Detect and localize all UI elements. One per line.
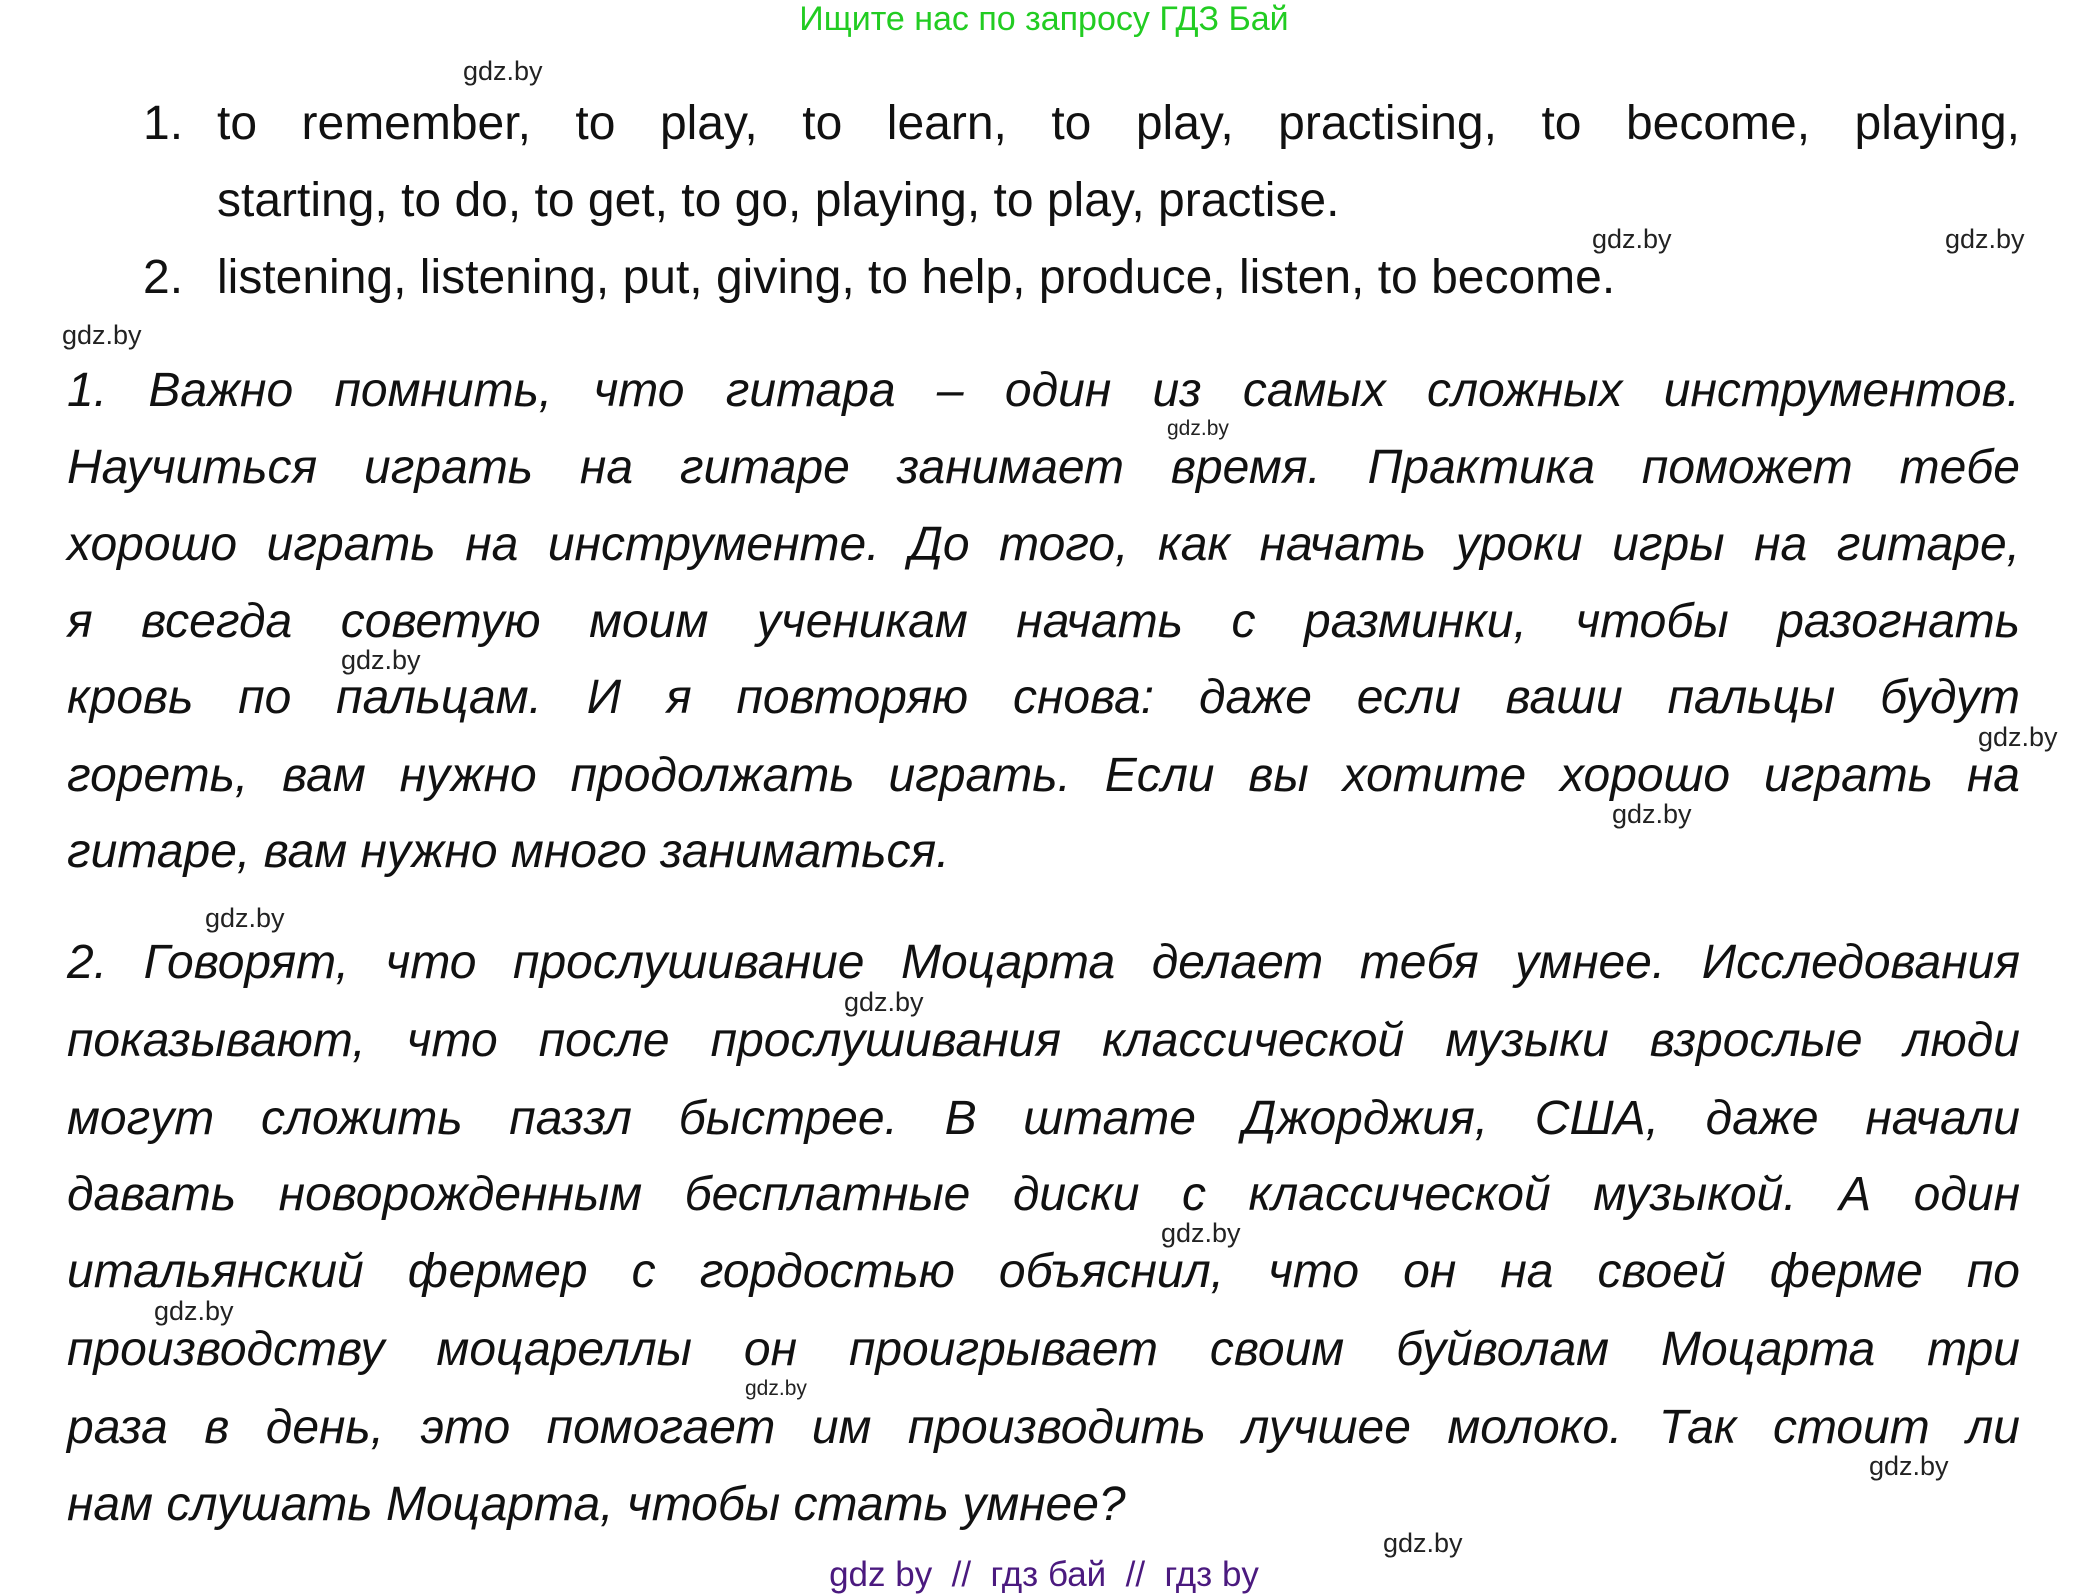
translation-line: я всегда советую моим ученикам начать с разминки, чтобы разогнать [67, 595, 2020, 648]
translation-line: могут сложить паззл быстрее. В штате Джорджия, США, даже начали [67, 1092, 2020, 1145]
translation-line: Научиться играть на гитаре занимает время. Практика поможет тебе [67, 441, 2020, 494]
watermark: gdz.by [1161, 1218, 1241, 1248]
watermark: gdz.by [463, 56, 543, 86]
watermark: gdz.by [1612, 799, 1692, 829]
watermark: gdz.by [154, 1296, 234, 1326]
translation-line: производству моцареллы он проигрывает своим буйволам Моцарта три [67, 1323, 2020, 1376]
translation-line: итальянский фермер с гордостью объяснил, что он на своей ферме по [67, 1245, 2020, 1298]
watermark: gdz.by [844, 987, 924, 1017]
answer-number: 2. [143, 251, 184, 304]
answer-line: to remember, to play, to learn, to play, practising, to become, playing, [217, 97, 2020, 150]
translation-line: гитаре, вам нужно много заниматься. [67, 825, 950, 878]
watermark: gdz.by [62, 320, 142, 350]
footer-links: gdz by // гдз бай // гдз by [829, 1555, 1259, 1594]
translation-line: показывают, что после прослушивания классической музыки взрослые люди [67, 1014, 2020, 1067]
answer-line: listening, listening, put, giving, to help, produce, listen, to become. [217, 251, 1616, 304]
search-banner: Ищите нас по запросу ГДЗ Бай [799, 0, 1289, 38]
translation-line: 1. Важно помнить, что гитара – один из самых сложных инструментов. [67, 364, 2020, 417]
watermark: gdz.by [1869, 1451, 1949, 1481]
translation-line: гореть, вам нужно продолжать играть. Если вы хотите хорошо играть на [67, 749, 2020, 802]
watermark: gdz.by [1978, 722, 2058, 752]
watermark: gdz.by [1592, 224, 1672, 254]
translation-line: раза в день, это помогает им производить лучшее молоко. Так стоит ли [67, 1401, 2020, 1454]
watermark: gdz.by [1945, 224, 2025, 254]
translation-line: нам слушать Моцарта, чтобы стать умнее? [67, 1478, 1126, 1531]
answer-number: 1. [143, 97, 184, 150]
translation-line: давать новорожденным бесплатные диски с классической музыкой. А один [67, 1168, 2020, 1221]
watermark: gdz.by [745, 1377, 807, 1400]
watermark: gdz.by [1383, 1528, 1463, 1558]
answer-line: starting, to do, to get, to go, playing, to play, practise. [217, 174, 1340, 227]
watermark: gdz.by [341, 645, 421, 675]
watermark: gdz.by [1167, 417, 1229, 440]
translation-line: хорошо играть на инструменте. До того, как начать уроки игры на гитаре, [67, 518, 2020, 571]
translation-line: кровь по пальцам. И я повторяю снова: даже если ваши пальцы будут [67, 671, 2020, 724]
watermark: gdz.by [205, 903, 285, 933]
translation-line: 2. Говорят, что прослушивание Моцарта делает тебя умнее. Исследования [67, 936, 2020, 989]
